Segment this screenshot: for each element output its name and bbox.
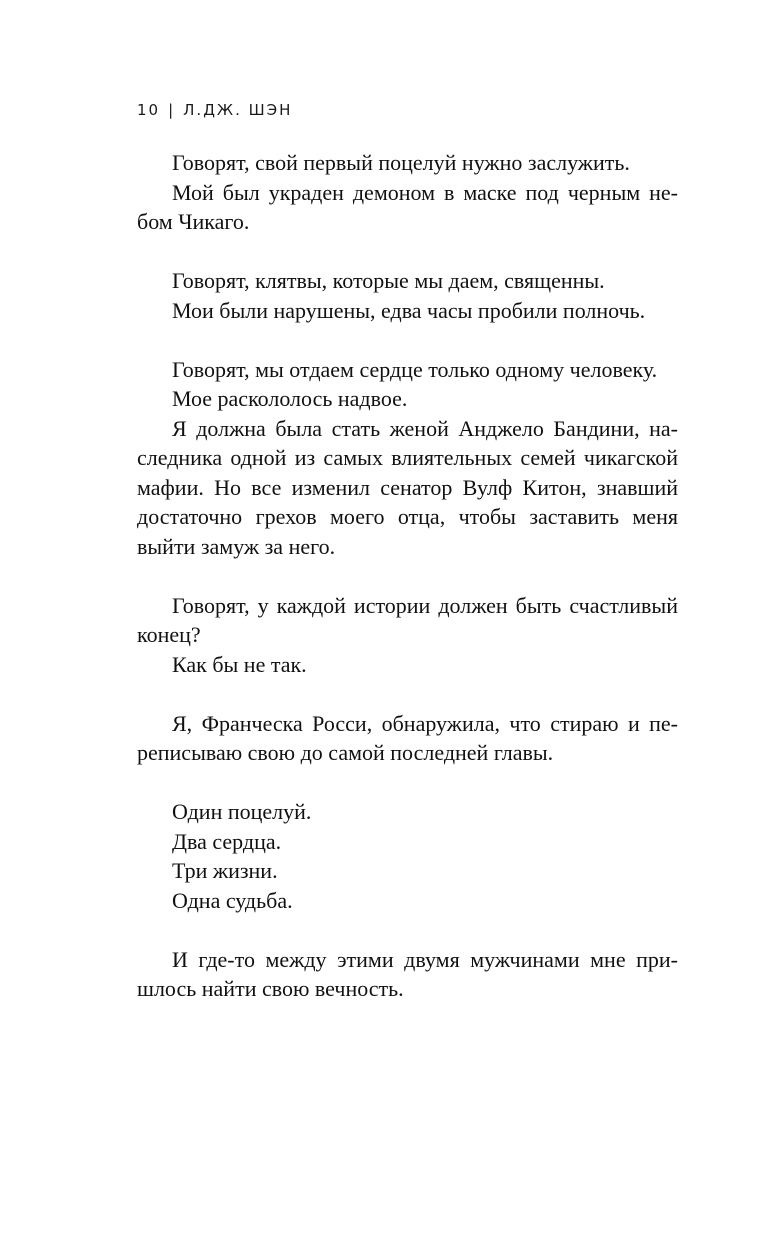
paragraph-gap: [137, 915, 678, 945]
paragraph-gap: [137, 768, 678, 798]
body-text: [137, 148, 678, 1004]
running-header: [137, 101, 292, 119]
text-line: реписываю свою до самой последней главы.: [137, 740, 554, 765]
text-line: Говорят, клятвы, которые мы даем, священны.: [172, 268, 605, 293]
paragraph-gap: [137, 237, 678, 267]
text-line: И где-то между этими двумя мужчинами мне при-: [172, 946, 678, 972]
paragraph-gap: [137, 679, 678, 709]
text-line: шлось найти свою вечность.: [137, 976, 404, 1001]
text-line: Один поцелуй.: [172, 799, 312, 824]
text-line: Мои были нарушены, едва часы пробили полночь.: [172, 297, 646, 323]
text-line: конец?: [137, 622, 201, 647]
text-line: Мое раскололось надвое.: [172, 386, 408, 411]
text-line: Мой был украден демоном в маске под черным не-: [172, 179, 678, 205]
paragraph-gap: [137, 561, 678, 591]
text-line: Я должна была стать женой Анджело Бандини, на-: [172, 415, 678, 441]
page-number: 10: [137, 101, 161, 119]
text-line: Я, Франческа Росси, обнаружила, что стираю и пе-: [172, 710, 678, 736]
text-line: Говорят, у каждой истории должен быть счастливый: [172, 592, 678, 618]
text-line: Говорят, свой первый поцелуй нужно заслужить.: [172, 150, 630, 175]
text-line: Говорят, мы отдаем сердце только одному человеку.: [172, 356, 658, 382]
text-line: мафии. Но все изменил сенатор Вулф Китон, знавший: [137, 474, 678, 500]
text-line: выйти замуж за него.: [137, 533, 336, 559]
author-name: Л.ДЖ. ШЭН: [183, 101, 293, 119]
text-line: Два сердца.: [172, 828, 282, 854]
text-line: Одна судьба.: [172, 887, 293, 913]
text-line: Как бы не так.: [172, 651, 307, 677]
text-line: достаточно грехов моего отца, чтобы заставить меня: [137, 504, 678, 529]
text-line: следника одной из самых влиятельных семей чикагской: [137, 445, 678, 470]
header-separator: |: [168, 101, 176, 119]
paragraph-gap: [137, 325, 678, 355]
text-line: Три жизни.: [172, 858, 278, 883]
text-line: бом Чикаго.: [137, 209, 250, 234]
